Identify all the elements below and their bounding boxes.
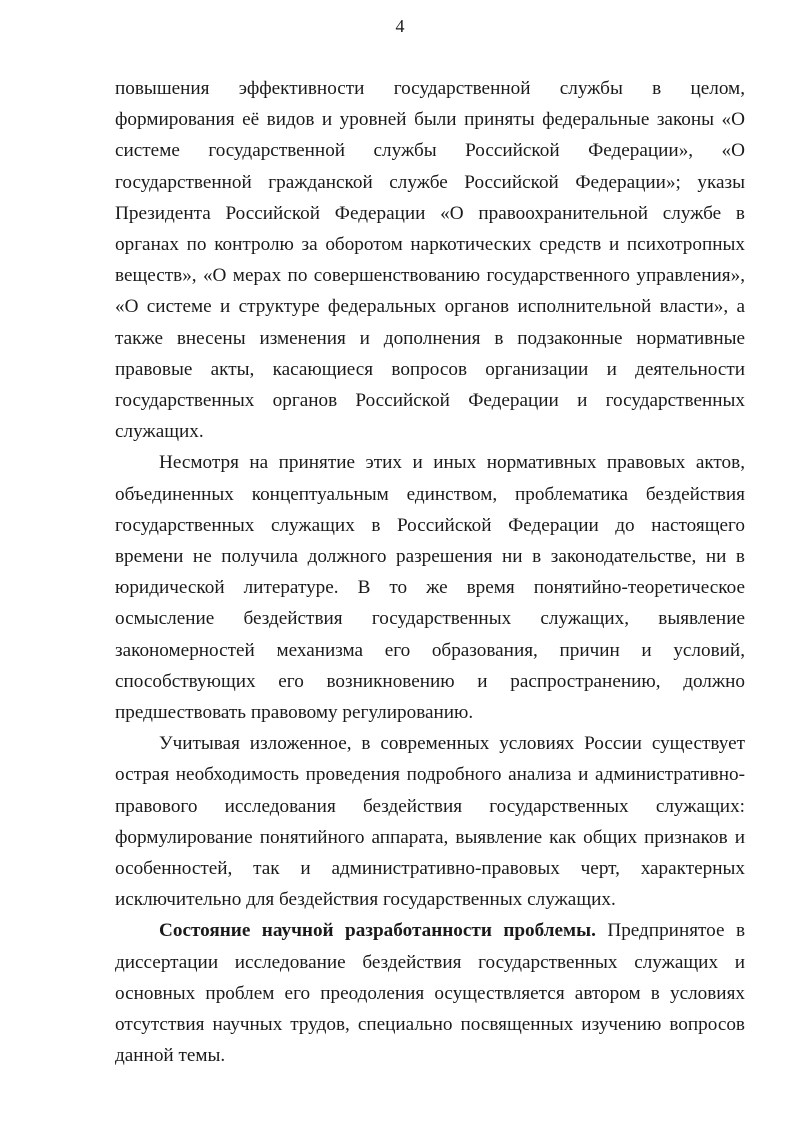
paragraph-2: Несмотря на принятие этих и иных нормативных правовых актов, объединенных концептуальным единством, проблематика бездействия государственных служащих в Российской Федерации до настоящего времени не получила должного разрешения ни в законодательстве, ни в юридической литературе. В то же время понятийно-теоретическое осмысление бездействия государственных служащих, выявление закономерностей механизма его образования, причин и условий, способствующих его возникновению и распространению, должно предшествовать правовому регулированию.: [115, 452, 745, 724]
paragraph-4-text: Предпринятое в диссертации исследование бездействия государственных служащих и основных проблем его преодоления осуществляется автором в условиях отсутствия научных трудов, специально посвященных изучению вопросов данной темы.: [115, 920, 745, 1067]
page-number: 4: [395, 16, 405, 36]
body-text: [115, 73, 745, 1072]
section-heading: Состояние научной разработанности проблемы.: [159, 920, 596, 942]
paragraph-1: повышения эффективности государственной службы в целом, формирования её видов и уровней были приняты федеральные законы «О системе государственной службы Российской Федерации», «О государственной гражданской службе Российской Федерации»; указы Президента Российской Федерации «О правоохранительной службе в органах по контролю за оборотом наркотических средств и психотропных веществ», «О мерах по совершенствованию государственного управления», «О системе и структуре федеральных органов исполнительной власти», а также внесены изменения и дополнения в подзаконные нормативные правовые акты, касающиеся вопросов организации и деятельности государственных органов Российской Федерации и государственных служащих.: [115, 78, 745, 443]
paragraph-4: [115, 915, 745, 1071]
paragraph-3: Учитывая изложенное, в современных условиях России существует острая необходимость проведения подробного анализа и административно-правового исследования бездействия государственных служащих: формулирование понятийного аппарата, выявление как общих признаков и особенностей, так и административно-правовых черт, характерных исключительно для бездействия государственных служащих.: [115, 733, 745, 911]
